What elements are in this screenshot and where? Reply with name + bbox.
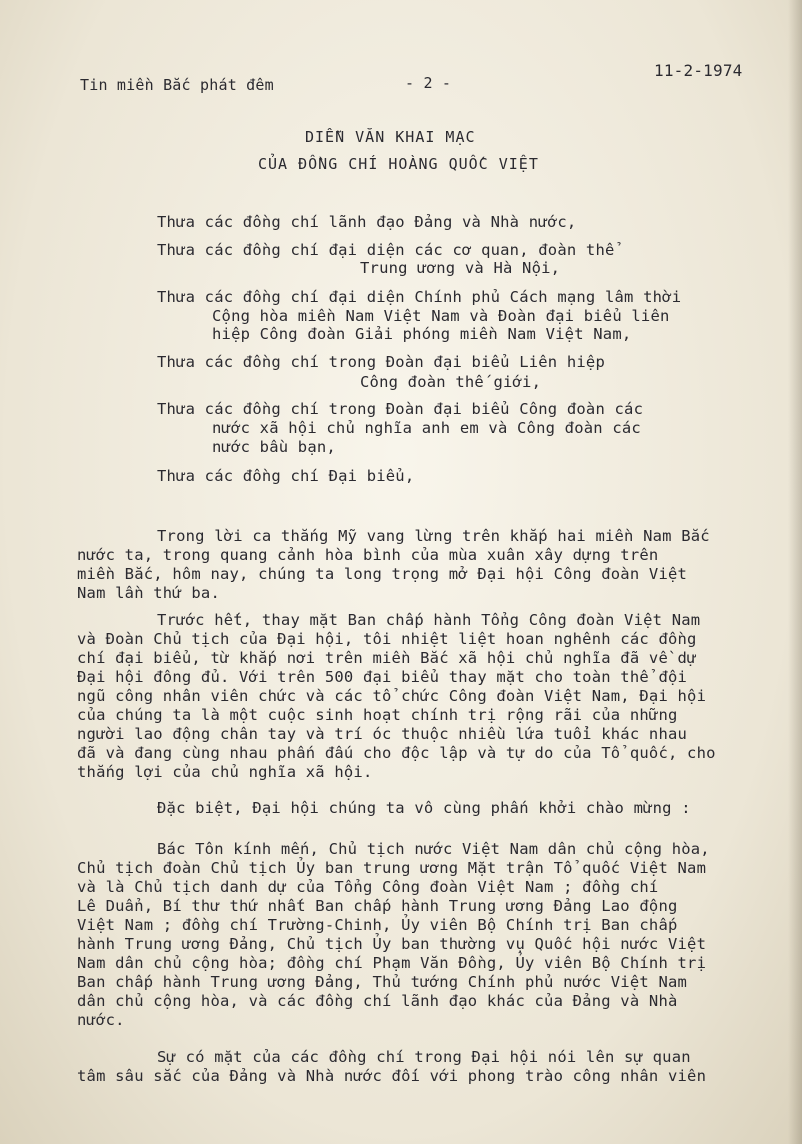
paragraph-line: đã và đang cùng nhau phấn đấu cho độc lập và tự do của Tổ quốc, cho: [77, 744, 716, 762]
paragraph-line: Ban chấp hành Trung ương Đảng, Thủ tướng Chính phủ nước Việt Nam: [77, 973, 688, 991]
paragraph-line: và là Chủ tịch danh dự của Tổng Công đoàn Việt Nam ; đồng chí: [77, 878, 659, 896]
salutation-line: nước bầu bạn,: [212, 438, 336, 456]
salutation-line: Thưa các đồng chí lãnh đạo Đảng và Nhà nước,: [157, 213, 577, 231]
paragraph-line: miền Bắc, hôm nay, chúng ta long trọng mở Đại hội Công đoàn Việt: [77, 565, 688, 583]
salutation-line: Thưa các đồng chí Đại biểu,: [157, 467, 415, 485]
salutation-line: nước xã hội chủ nghĩa anh em và Công đoàn các: [212, 419, 641, 437]
salutation-line: Thưa các đồng chí đại diện Chính phủ Cách mạng lâm thời: [157, 288, 682, 306]
document-date: 11-2-1974: [654, 61, 743, 80]
paragraph-line: Sự có mặt của các đồng chí trong Đại hội nói lên sự quan: [157, 1048, 691, 1066]
header-source: Tin miền Bắc phát đêm: [80, 76, 274, 94]
paragraph-line: Đại hội đông đủ. Với trên 500 đại biểu thay mặt cho toàn thể đội: [77, 668, 688, 686]
salutation-line: Trung ương và Hà Nội,: [360, 259, 561, 277]
paragraph-line: ngũ công nhân viên chức và các tổ chức Công đoàn Việt Nam, Đại hội: [77, 687, 707, 705]
paragraph-line: Việt Nam ; đồng chí Trường-Chinh, Ủy viên Bộ Chính trị Ban chấp: [77, 916, 678, 934]
salutation-line: Thưa các đồng chí đại diện các cơ quan, đoàn thể: [157, 241, 615, 259]
salutation-line: Thưa các đồng chí trong Đoàn đại biểu Liên hiệp: [157, 353, 605, 371]
paragraph-line: tâm sâu sắc của Đảng và Nhà nước đối với phong trào công nhân viên: [77, 1067, 707, 1085]
paragraph-line: Chủ tịch đoàn Chủ tịch Ủy ban trung ương Mặt trận Tổ quốc Việt Nam: [77, 859, 707, 877]
paragraph-line: Nam dân chủ cộng hòa; đồng chí Phạm Văn Đồng, Ủy viên Bộ Chính trị: [77, 954, 707, 972]
salutation-line: Công đoàn thế giới,: [360, 373, 542, 391]
paragraph-line: chí đại biểu, từ khắp nơi trên miền Bắc xã hội chủ nghĩa đã về dự: [77, 649, 697, 667]
paragraph-line: Trong lời ca thắng Mỹ vang lừng trên khắp hai miền Nam Bắc: [157, 527, 710, 545]
paragraph-line: Nam lần thứ ba.: [77, 584, 220, 602]
paragraph-line: người lao động chân tay và trí óc thuộc nhiều lứa tuổi khác nhau: [77, 725, 688, 743]
salutation-line: Cộng hòa miền Nam Việt Nam và Đoàn đại biểu liên: [212, 307, 670, 325]
paragraph-line: hành Trung ương Đảng, Chủ tịch Ủy ban thường vụ Quốc hội nước Việt: [77, 935, 707, 953]
paragraph-line: và Đoàn Chủ tịch của Đại hội, tôi nhiệt liệt hoan nghênh các đồng: [77, 630, 697, 648]
speech-title: DIỄN VĂN KHAI MẠC: [305, 128, 476, 146]
paragraph-line: Trước hết, thay mặt Ban chấp hành Tổng Công đoàn Việt Nam: [157, 611, 701, 629]
paragraph-line: Đặc biệt, Đại hội chúng ta vô cùng phấn khởi chào mừng :: [157, 799, 691, 817]
paragraph-line: Bác Tôn kính mến, Chủ tịch nước Việt Nam dân chủ cộng hòa,: [157, 840, 710, 858]
paragraph-line: nước ta, trong quang cảnh hòa bình của mùa xuân xây dựng trên: [77, 546, 659, 564]
paragraph-line: Lê Duẩn, Bí thư thứ nhất Ban chấp hành Trung ương Đảng Lao động: [77, 897, 678, 915]
paragraph-line: thắng lợi của chủ nghĩa xã hội.: [77, 763, 373, 781]
speech-subtitle: CỦA ĐỒNG CHÍ HOÀNG QUỐC VIỆT: [258, 155, 539, 173]
paragraph-line: nước.: [77, 1011, 125, 1029]
paragraph-line: dân chủ cộng hòa, và các đồng chí lãnh đạo khác của Đảng và Nhà: [77, 992, 678, 1010]
salutation-line: hiệp Công đoàn Giải phóng miền Nam Việt Nam,: [212, 325, 632, 343]
salutation-line: Thưa các đồng chí trong Đoàn đại biểu Công đoàn các: [157, 400, 644, 418]
paragraph-line: của chúng ta là một cuộc sinh hoạt chính trị rộng rãi của những: [77, 706, 678, 724]
page-number: - 2 -: [405, 74, 452, 92]
